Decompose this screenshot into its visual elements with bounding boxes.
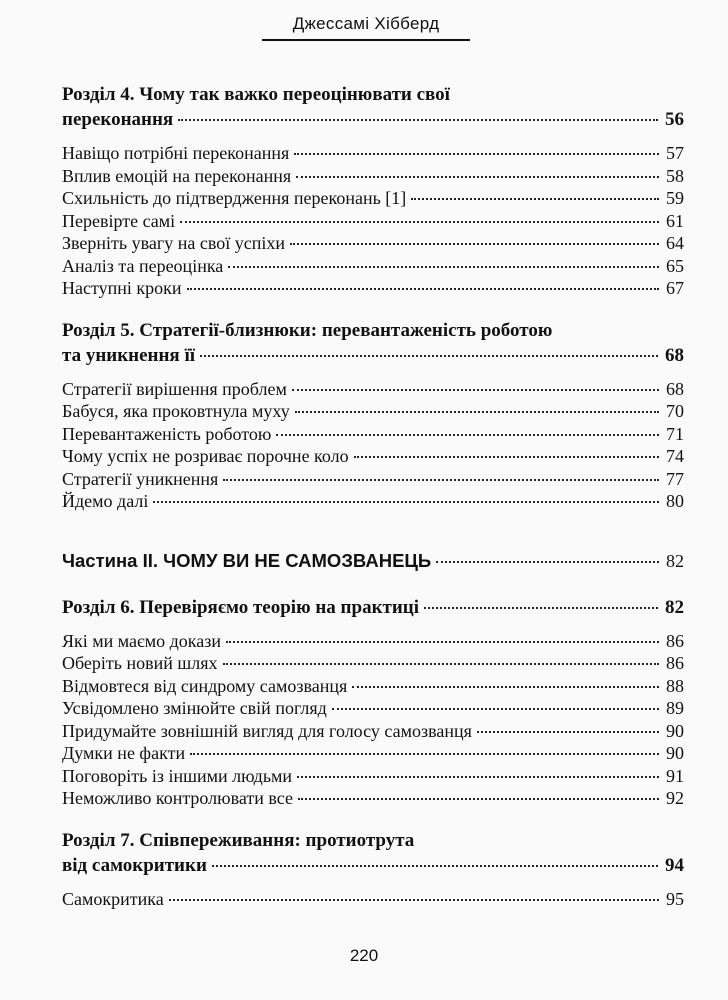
dot-leader [223, 663, 659, 665]
entry-title: Наступні кроки [62, 278, 182, 298]
toc-entry [62, 675, 684, 698]
toc-entry [62, 255, 684, 278]
entry-title: Схильність до підтвердження переконань [1] [62, 188, 407, 208]
toc-entry [62, 490, 684, 513]
toc-entry [62, 630, 684, 653]
toc-entry [62, 697, 684, 720]
entry-title: Самокритика [62, 888, 164, 909]
toc-entry [62, 277, 684, 300]
dot-leader [354, 456, 659, 458]
toc-entry [62, 232, 684, 255]
entry-page: 70 [666, 401, 684, 421]
chapter-page-number: 94 [665, 854, 684, 876]
dot-leader [223, 479, 659, 481]
entry-title: Відмовтеся від синдрому самозванця [62, 675, 348, 696]
entry-page: 71 [666, 423, 684, 444]
chapter-page-number: 68 [665, 344, 684, 366]
entry-page: 65 [666, 255, 684, 276]
dot-leader [332, 708, 659, 710]
entry-title: Навіщо потрібні переконання [62, 143, 290, 163]
dot-leader [297, 776, 659, 778]
dot-leader [294, 153, 659, 155]
entry-title: Чому успіх не розриває порочне коло [62, 446, 349, 466]
dot-leader [436, 561, 659, 563]
toc-entry [62, 742, 684, 765]
entry-title: Придумайте зовнішній вигляд для голосу самозванця [62, 720, 472, 741]
dot-leader [226, 641, 659, 643]
toc-chapter-5 [62, 318, 684, 513]
part-title-row [62, 549, 684, 573]
dot-leader [411, 198, 659, 200]
dot-leader [296, 176, 659, 178]
toc-entry [62, 378, 684, 401]
toc-entry [62, 787, 684, 810]
toc-chapter-4 [62, 82, 684, 300]
entry-title: Вплив емоцій на переконання [62, 165, 292, 186]
entry-title: Неможливо контролювати все [62, 788, 293, 808]
part-title: Частина II. ЧОМУ ВИ НЕ САМОЗВАНЕЦЬ [62, 549, 432, 571]
chapter-title-line1: Розділ 7. Співпереживання: протиотрута [62, 829, 415, 851]
toc-entry [62, 888, 684, 911]
entry-title: Думки не факти [62, 743, 186, 763]
toc-chapter-7 [62, 828, 684, 911]
entry-title: Оберіть новий шлях [62, 653, 218, 673]
dot-leader [276, 434, 659, 436]
chapter-title-row [62, 343, 684, 368]
toc-entry [62, 765, 684, 788]
entry-page: 90 [666, 720, 684, 741]
entry-page: 68 [666, 378, 684, 399]
entry-title: Йдемо далі [62, 491, 149, 511]
chapter-title-line1: Розділ 4. Чому так важко переоцінювати свої [62, 84, 450, 105]
entry-page: 59 [666, 188, 684, 208]
toc-entry [62, 423, 684, 446]
dot-leader [298, 798, 659, 800]
dot-leader [290, 243, 659, 245]
dot-leader [190, 753, 659, 755]
entry-page: 74 [666, 446, 684, 466]
chapter-page-number: 82 [665, 596, 684, 618]
entry-page: 92 [666, 788, 684, 808]
dot-leader [424, 607, 658, 609]
dot-leader [295, 411, 659, 413]
running-header-author: Джессамі Хібберд [262, 14, 470, 41]
entry-title: Стратегії уникнення [62, 468, 219, 489]
toc-entry [62, 210, 684, 233]
table-of-contents [62, 82, 684, 928]
toc-chapter-6 [62, 595, 684, 810]
entry-title: Аналіз та переоцінка [62, 255, 224, 276]
chapter-title-row [62, 107, 684, 132]
toc-entry [62, 165, 684, 188]
dot-leader [153, 501, 659, 503]
entry-page: 95 [666, 888, 684, 909]
entry-title: Стратегії вирішення проблем [62, 378, 287, 399]
dot-leader [169, 899, 659, 901]
entry-page: 77 [666, 468, 684, 489]
chapter-title-line1: Розділ 5. Стратегії-близнюки: перевантаженість роботою [62, 319, 553, 341]
toc-entry [62, 468, 684, 491]
entry-page: 67 [666, 278, 684, 298]
dot-leader [352, 686, 659, 688]
part-page-number: 82 [666, 550, 684, 571]
entry-title: Поговоріть із іншими людьми [62, 765, 293, 786]
entry-page: 86 [666, 653, 684, 673]
toc-entry [62, 652, 684, 675]
entry-page: 61 [666, 210, 684, 231]
entry-title: Перевантаженість роботою [62, 423, 272, 444]
entry-page: 86 [666, 630, 684, 651]
dot-leader [477, 731, 659, 733]
chapter-title-line2: та уникнення її [62, 344, 196, 366]
entry-title: Перевірте самі [62, 210, 176, 231]
chapter-title-line2: від самокритики [62, 854, 207, 876]
entry-page: 57 [666, 143, 684, 163]
chapter-title: Розділ 6. Перевіряємо теорію на практиці [62, 596, 420, 618]
entry-title: Усвідомлено змінюйте свій погляд [62, 698, 327, 718]
toc-entry [62, 187, 684, 210]
dot-leader [178, 119, 658, 121]
entry-page: 88 [666, 675, 684, 696]
chapter-title-row [62, 595, 684, 620]
entry-title: Зверніть увагу на свої успіхи [62, 233, 285, 253]
chapter-title-row [62, 853, 684, 878]
dot-leader [228, 266, 659, 268]
entry-page: 90 [666, 743, 684, 763]
dot-leader [292, 389, 659, 391]
page-number: 220 [349, 946, 379, 965]
entry-page: 80 [666, 491, 684, 511]
chapter-page-number: 56 [665, 109, 684, 130]
toc-entry [62, 720, 684, 743]
toc-entry [62, 445, 684, 468]
entry-page: 64 [666, 233, 684, 253]
dot-leader [200, 355, 658, 357]
entry-page: 58 [666, 165, 684, 186]
toc-part-2 [62, 549, 684, 573]
toc-entry [62, 400, 684, 423]
entry-title: Бабуся, яка проковтнула муху [62, 401, 290, 421]
entry-page: 89 [666, 698, 684, 718]
chapter-title-line2: переконання [62, 109, 174, 130]
toc-entry [62, 142, 684, 165]
entry-title: Які ми маємо докази [62, 630, 222, 651]
dot-leader [180, 221, 659, 223]
dot-leader [187, 288, 660, 290]
entry-page: 91 [666, 765, 684, 786]
dot-leader [212, 865, 658, 867]
